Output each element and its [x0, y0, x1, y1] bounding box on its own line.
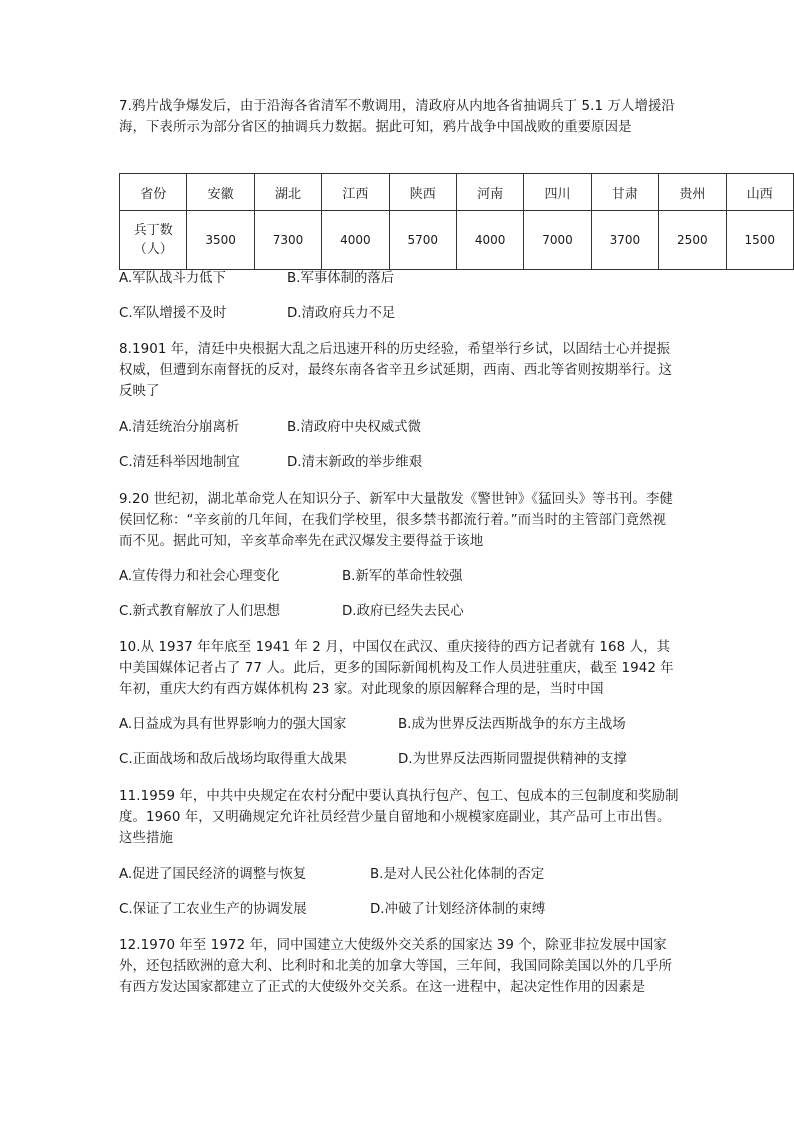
table-header-label: 省份 — [120, 174, 187, 211]
value-cell: 3500 — [187, 211, 254, 270]
q7-option-b[interactable]: B.军事体制的落后 — [287, 271, 395, 286]
q10-option-b[interactable]: B.成为世界反法西斯战争的东方主战场 — [398, 717, 626, 732]
q9-option-b[interactable]: B.新军的革命性较强 — [342, 569, 463, 584]
province-cell: 河南 — [456, 174, 523, 211]
value-cell: 4000 — [322, 211, 389, 270]
q10-option-d[interactable]: D.为世界反法西斯同盟提供精神的支撑 — [398, 752, 627, 767]
province-cell: 湖北 — [254, 174, 321, 211]
province-cell: 陕西 — [389, 174, 456, 211]
table-row-label: 兵丁数（人） — [120, 211, 187, 270]
province-cell: 江西 — [322, 174, 389, 211]
value-cell: 7000 — [524, 211, 591, 270]
province-cell: 安徽 — [187, 174, 254, 211]
question-12-stem: 12.1970 年至 1972 年，同中国建立大使级外交关系的国家达 39 个，除亚非拉发展中国家外，还包括欧洲的意大利、比利时和北美的加拿大等国，三年间，我国同除美国以外的几乎所有西方发达国家都建立了正式的大使级外交关系。在这一进程中，起决定性作用的因素是 — [119, 938, 673, 995]
question-11-stem: 11.1959 年，中共中央规定在农村分配中要认真执行包产、包工、包成本的三包制度和奖励制度。1960 年，又明确规定允许社员经营少量自留地和小规模家庭副业，其产品可上市出售。这些措施 — [119, 789, 679, 846]
q8-option-b[interactable]: B.清政府中央权威式微 — [287, 420, 421, 435]
q10-option-a[interactable]: A.日益成为具有世界影响力的强大国家 — [119, 717, 347, 732]
q11-option-c[interactable]: C.保证了工农业生产的协调发展 — [119, 902, 307, 917]
q7-option-d[interactable]: D.清政府兵力不足 — [287, 306, 396, 321]
province-cell: 甘肃 — [591, 174, 658, 211]
q9-option-d[interactable]: D.政府已经失去民心 — [342, 604, 464, 619]
question-7-stem: 7.鸦片战争爆发后，由于沿海各省清军不敷调用，清政府从内地各省抽调兵丁 5.1 万人增援沿海，下表所示为部分省区的抽调兵力数据。据此可知，鸦片战争中国战败的重要原因是 — [119, 99, 675, 135]
province-cell: 四川 — [524, 174, 591, 211]
q7-option-c[interactable]: C.军队增援不及时 — [119, 306, 227, 321]
value-cell: 7300 — [254, 211, 321, 270]
question-8-stem: 8.1901 年，清廷中央根据大乱之后迅速开科的历史经验，希望举行乡试，以固结士心并提振权威，但遭到东南督抚的反对，最终东南各省辛丑乡试延期，西南、西北等省则按期举行。这反映了 — [119, 342, 673, 399]
q9-option-a[interactable]: A.宣传得力和社会心理变化 — [119, 569, 280, 584]
table-header-row — [120, 174, 794, 211]
troops-table — [119, 173, 794, 270]
q8-option-d[interactable]: D.清末新政的举步维艰 — [287, 455, 423, 470]
value-cell: 2500 — [659, 211, 726, 270]
value-cell: 1500 — [726, 211, 793, 270]
table-data-row — [120, 211, 794, 270]
value-cell: 4000 — [456, 211, 523, 270]
q10-option-c[interactable]: C.正面战场和敌后战场均取得重大战果 — [119, 752, 347, 767]
q8-option-a[interactable]: A.清廷统治分崩离析 — [119, 420, 240, 435]
value-cell: 5700 — [389, 211, 456, 270]
value-cell: 3700 — [591, 211, 658, 270]
province-cell: 贵州 — [659, 174, 726, 211]
question-9-stem: 9.20 世纪初，湖北革命党人在知识分子、新军中大量散发《警世钟》《猛回头》等书刊。李健侯回忆称：“辛亥前的几年间，在我们学校里，很多禁书都流行着。”而当时的主管部门竟然视而不见。据此可知，辛亥革命率先在武汉爆发主要得益于该地 — [119, 492, 674, 549]
q8-option-c[interactable]: C.清廷科举因地制宜 — [119, 455, 240, 470]
q11-option-a[interactable]: A.促进了国民经济的调整与恢复 — [119, 867, 307, 882]
q9-option-c[interactable]: C.新式教育解放了人们思想 — [119, 604, 280, 619]
q11-option-d[interactable]: D.冲破了计划经济体制的束缚 — [370, 902, 546, 917]
question-10-stem: 10.从 1937 年年底至 1941 年 2 月，中国仅在武汉、重庆接待的西方记者就有 168 人，其中美国媒体记者占了 77 人。此后，更多的国际新闻机构及工作人员进驻重庆，截至 1942 年年初，重庆大约有西方媒体机构 23 家。对此现象的原因解释合理的是，当时中国 — [119, 640, 674, 697]
province-cell: 山西 — [726, 174, 793, 211]
q11-option-b[interactable]: B.是对人民公社化体制的否定 — [370, 867, 545, 882]
q7-option-a[interactable]: A.军队战斗力低下 — [119, 271, 226, 286]
